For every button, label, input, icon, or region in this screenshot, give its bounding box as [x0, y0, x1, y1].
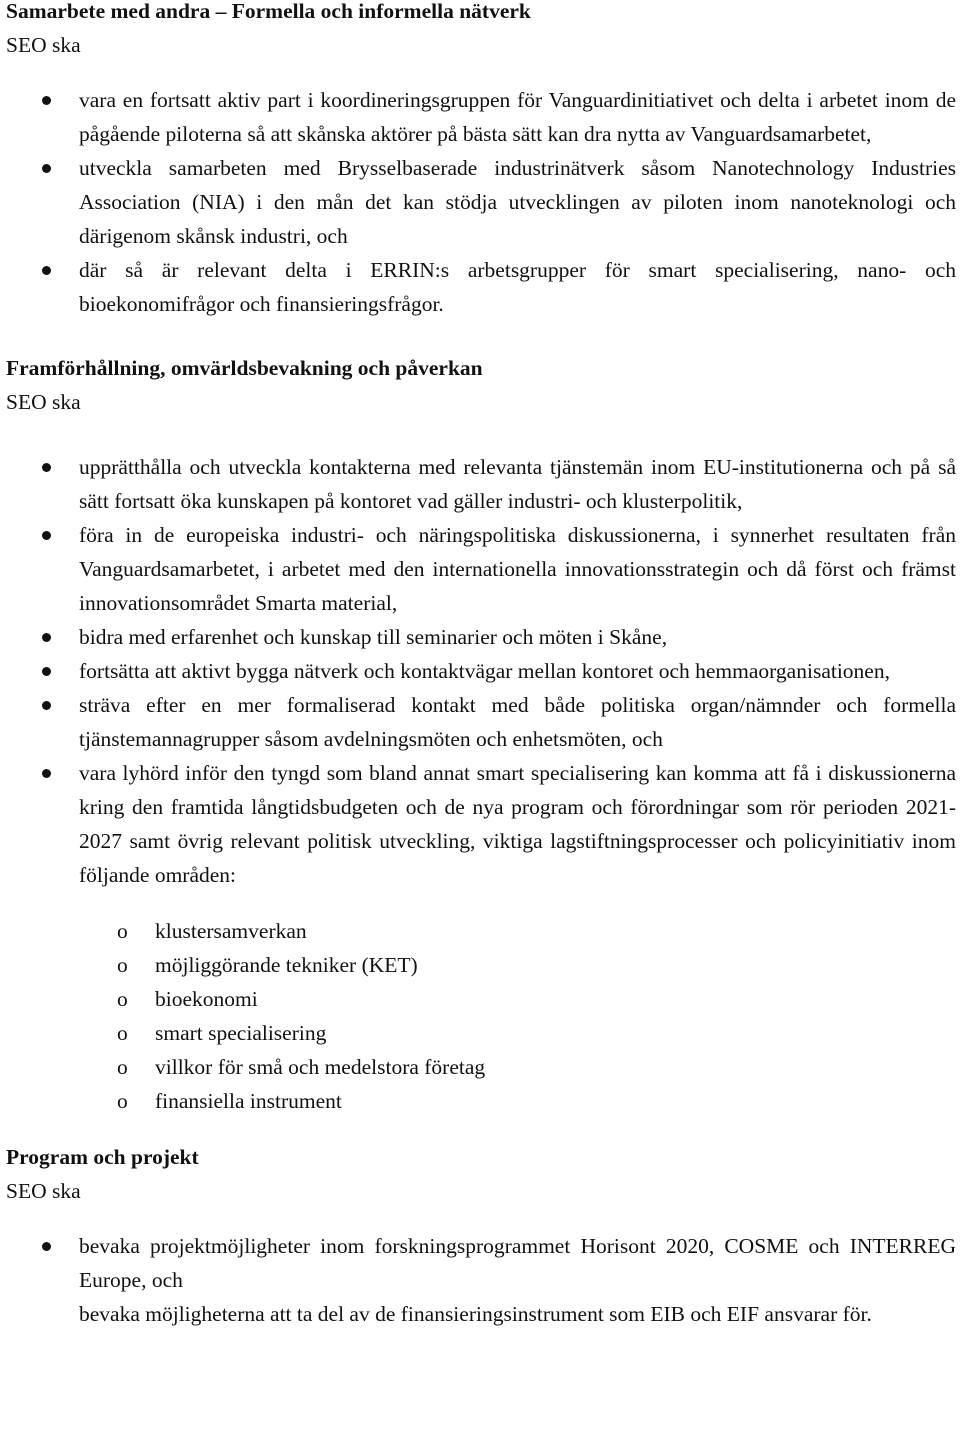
list-item: vara lyhörd inför den tyngd som bland annat smart specialisering kan komma att få i diskussionerna kring den framtida långtidsbudgeten och de nya program och förordningar som rör perioden 2021-2027 samt övrig relevant politisk utveckling, viktiga lagstiftningsprocesser och policyinitiativ inom följande områden: [6, 756, 956, 892]
sub-list-item: o möjliggörande tekniker (KET) [6, 948, 956, 982]
document-page [6, 0, 956, 1331]
sub-list-item: o smart specialisering [6, 1016, 956, 1050]
section-heading-framforhallning: Framförhållning, omvärldsbevakning och påverkan [6, 356, 483, 380]
list-item: vara en fortsatt aktiv part i koordineringsgruppen för Vanguardinitiativet och delta i arbetet inom de pågående piloterna så att skånska aktörer på bästa sätt kan dra nytta av Vanguardsamarbetet, [6, 83, 956, 151]
bullet-list [6, 450, 956, 892]
list-item: bidra med erfarenhet och kunskap till seminarier och möten i Skåne, [6, 620, 956, 654]
list-item: föra in de europeiska industri- och näringspolitiska diskussionerna, i synnerhet resultaten från Vanguardsamarbetet, i arbetet med den internationella innovationsstrategin och då först och främst innovationsområdet Smarta material, [6, 518, 956, 620]
list-item: upprätthålla och utveckla kontakterna med relevanta tjänstemän inom EU-institutionerna och på så sätt fortsatt öka kunskapen på kontoret vad gäller industri- och klusterpolitik, [6, 450, 956, 518]
section-subtitle: SEO ska [6, 33, 81, 57]
list-item: sträva efter en mer formaliserad kontakt med både politiska organ/nämnder och formella tjänstemannagrupper såsom avdelningsmöten och enhetsmöten, och [6, 688, 956, 756]
bullet-list [6, 83, 956, 321]
list-item: fortsätta att aktivt bygga nätverk och kontaktvägar mellan kontoret och hemmaorganisationen, [6, 654, 956, 688]
section-heading-program: Program och projekt [6, 1145, 199, 1169]
list-item: där så är relevant delta i ERRIN:s arbetsgrupper för smart specialisering, nano- och bioekonomifrågor och finansieringsfrågor. [6, 253, 956, 321]
list-item: bevaka projektmöjligheter inom forskningsprogrammet Horisont 2020, COSME och INTERREG Europe, och [6, 1229, 956, 1297]
sub-list-item: o finansiella instrument [6, 1084, 956, 1118]
sub-list-item: o villkor för små och medelstora företag [6, 1050, 956, 1084]
sub-list [6, 914, 956, 1118]
section-subtitle: SEO ska [6, 390, 81, 414]
trailing-paragraph: bevaka möjligheterna att ta del av de finansieringsinstrument som EIB och EIF ansvarar för. [79, 1302, 872, 1326]
bullet-list [6, 1229, 956, 1297]
sub-list-item: o bioekonomi [6, 982, 956, 1016]
list-item: utveckla samarbeten med Brysselbaserade industrinätverk såsom Nanotechnology Industries Association (NIA) i den mån det kan stödja utvecklingen av piloten inom nanoteknologi och därigenom skånsk industri, och [6, 151, 956, 253]
sub-list-item: o klustersamverkan [6, 914, 956, 948]
section-heading-samarbete: Samarbete med andra – Formella och informella nätverk [6, 0, 531, 23]
section-subtitle: SEO ska [6, 1179, 81, 1203]
